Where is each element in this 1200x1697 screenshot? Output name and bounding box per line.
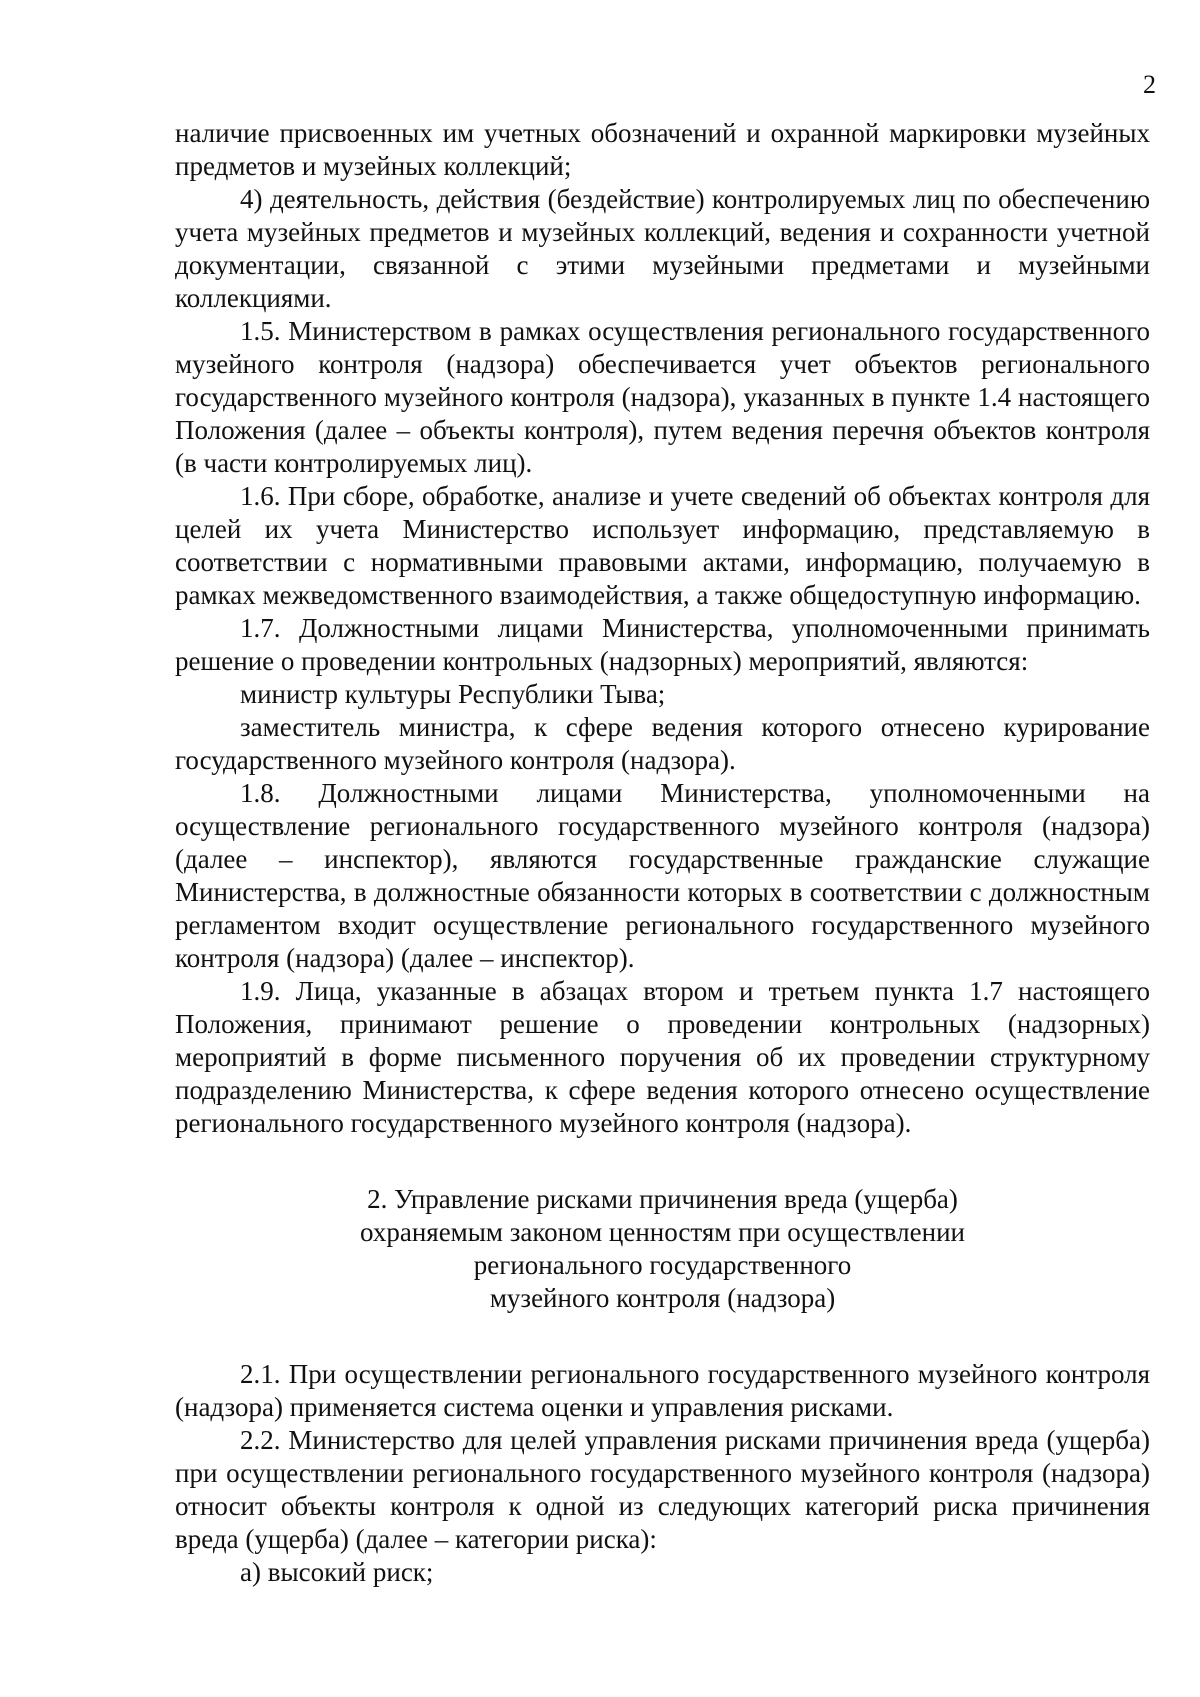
page-number: 2 [1143, 70, 1156, 99]
paragraph-1-8: 1.8. Должностными лицами Министерства, уполномоченными на осуществление регионального государственного музейного контроля (надзора) (далее – инспектор), являются государственные гражданские служащие Министерства, в должностные обязанности которых в соответствии с должностным регламентом входит осуществление регионального государственного музейного контроля (надзора) (далее – инспектор). [175, 778, 1150, 973]
paragraph-1-6: 1.6. При сборе, обработке, анализе и учете сведений об объектах контроля для целей их учета Министерство использует информацию, представляемую в соответствии с нормативными правовыми актами, информацию, получаемую в рамках межведомственного взаимодействия, а также общедоступную информацию. [175, 481, 1150, 610]
paragraph-2-2: 2.2. Министерство для целей управления рисками причинения вреда (ущерба) при осуществлении регионального государственного музейного контроля (надзора) относит объекты контроля к одной из следующих категорий риска причинения вреда (ущерба) (далее – категории риска): [175, 1425, 1150, 1554]
heading-line: 2. Управление рисками причинения вреда (ущерба) [367, 1184, 958, 1214]
section-2-heading [175, 1183, 1150, 1315]
document-body [175, 117, 1150, 1589]
heading-line: регионального государственного [473, 1250, 852, 1280]
paragraph-1-9: 1.9. Лица, указанные в абзацах втором и третьем пункта 1.7 настоящего Положения, принимают решение о проведении контрольных (надзорных) мероприятий в форме письменного поручения об их проведении структурному подразделению Министерства, к сфере ведения которого отнесено осуществление регионального государственного музейного контроля (надзора). [175, 976, 1150, 1138]
paragraph-1-5: 1.5. Министерством в рамках осуществления регионального государственного музейного контроля (надзора) обеспечивается учет объектов регионального государственного музейного контроля (надзора), указанных в пункте 1.4 настоящего Положения (далее – объекты контроля), путем ведения перечня объектов контроля (в части контролируемых лиц). [175, 316, 1150, 478]
paragraph-high-risk: а) высокий риск; [240, 1557, 434, 1587]
paragraph-minister: министр культуры Республики Тыва; [240, 679, 666, 709]
heading-line: музейного контроля (надзора) [489, 1283, 836, 1313]
paragraph-2-1: 2.1. При осуществлении регионального государственного музейного контроля (надзора) применяется система оценки и управления рисками. [175, 1359, 1150, 1422]
heading-line: охраняемым законом ценностям при осуществлении [360, 1217, 965, 1247]
paragraph-1-7: 1.7. Должностными лицами Министерства, уполномоченными принимать решение о проведении контрольных (надзорных) мероприятий, являются: [175, 613, 1150, 676]
paragraph-continuation: наличие присвоенных им учетных обозначений и охранной маркировки музейных предметов и музейных коллекций; [175, 118, 1150, 181]
paragraph-deputy-minister: заместитель министра, к сфере ведения которого отнесено курирование государственного музейного контроля (надзора). [175, 712, 1150, 775]
paragraph-item-4: 4) деятельность, действия (бездействие) контролируемых лиц по обеспечению учета музейных предметов и музейных коллекций, ведения и сохранности учетной документации, связанной с этими музейными предметами и музейными коллекциями. [175, 184, 1150, 313]
